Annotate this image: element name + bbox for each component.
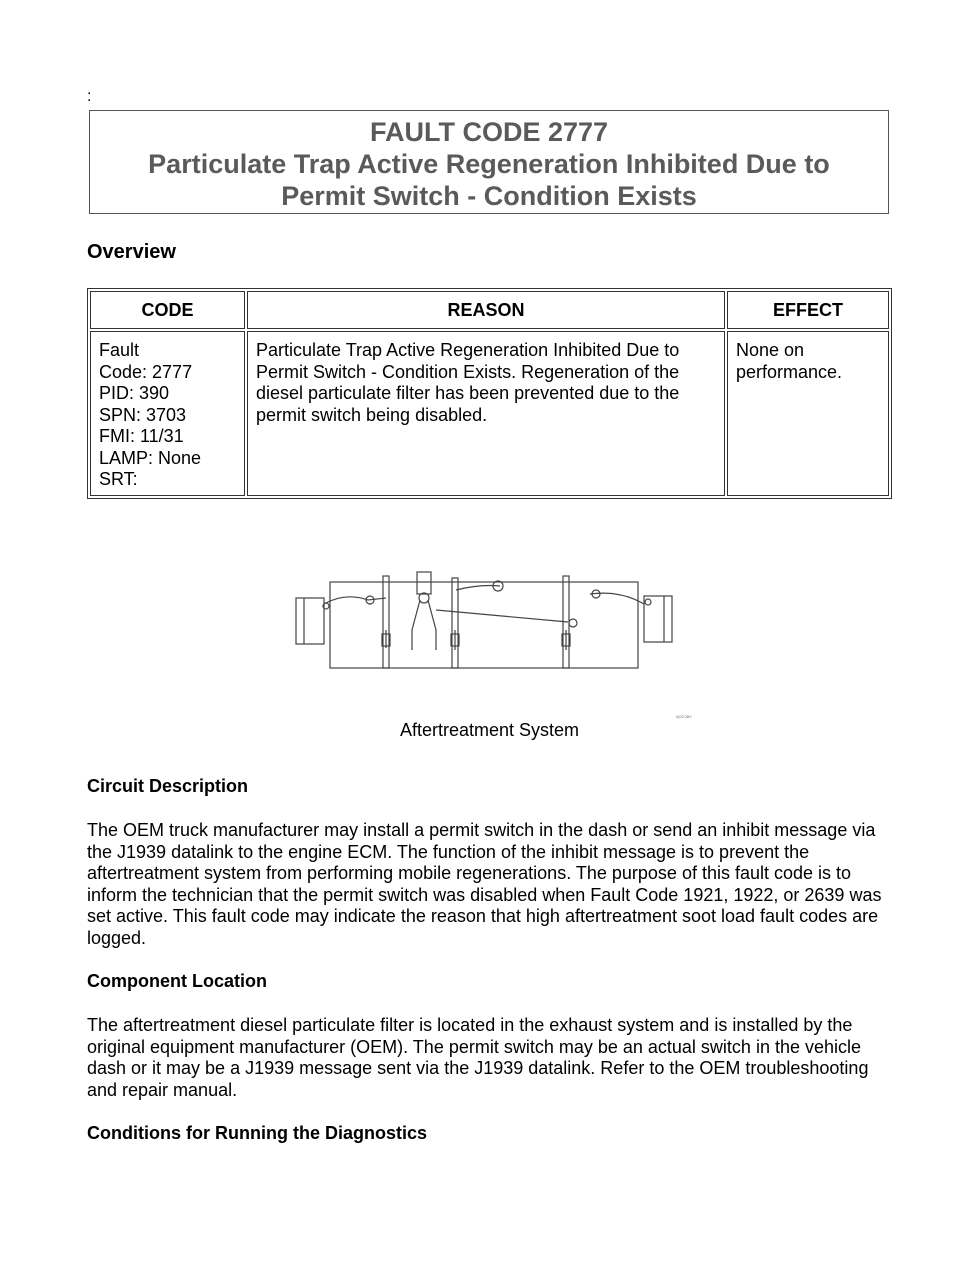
fault-overview-table	[87, 288, 892, 499]
effect-cell: None on performance.	[727, 331, 889, 496]
overview-heading: Overview	[87, 241, 176, 263]
code-line: PID: 390	[99, 383, 170, 403]
header-reason: REASON	[247, 291, 725, 329]
code-line: Fault	[99, 340, 140, 360]
conditions-heading: Conditions for Running the Diagnostics	[87, 1123, 427, 1143]
table-header-row	[90, 291, 889, 329]
component-location-text: The aftertreatment diesel particulate filter is located in the exhaust system and is installed by the original equipment manufacturer (OEM). The permit switch may be an actual switch in the vehicle dash or it may be a J1939 message sent via the J1939 datalink. Refer to the OEM troubleshooting and repair manual.	[87, 1015, 869, 1100]
code-line: Code: 2777	[99, 361, 193, 382]
code-line: FMI: 11/31	[99, 426, 184, 446]
code-line: SRT:	[99, 469, 138, 489]
circuit-description-text: The OEM truck manufacturer may install a permit switch in the dash or send an inhibit message via the J1939 datalink to the engine ECM. The function of the inhibit message is to prevent the aftertreatment system from performing mobile regenerations. The purpose of this fault code is to inform the technician that the permit switch was disabled when Fault Code 1921, 1922, or 2639 was set active. This fault code may indicate the reason that high aftertreatment soot load fault codes are logged.	[87, 820, 882, 948]
code-line: SPN: 3703	[99, 404, 187, 425]
component-location-heading: Component Location	[87, 971, 267, 991]
header-effect: EFFECT	[727, 291, 889, 329]
aftertreatment-diagram	[290, 570, 710, 720]
code-line: LAMP: None	[99, 447, 202, 468]
page-marker: :	[87, 88, 92, 105]
figure-caption: Aftertreatment System	[399, 720, 580, 740]
figure-reference-tag: t§0C0B0	[676, 714, 692, 719]
code-cell	[90, 331, 245, 496]
fault-code-title: FAULT CODE 2777	[369, 117, 609, 147]
fault-description-line1: Particulate Trap Active Regeneration Inhibited Due to	[148, 149, 830, 179]
outlet-cap	[644, 596, 672, 642]
inlet-cap	[296, 598, 324, 644]
circuit-description-heading: Circuit Description	[87, 776, 249, 796]
reason-cell: Particulate Trap Active Regeneration Inhibited Due to Permit Switch - Condition Exists. Regeneration of the diesel particulate filter has been prevented due to the permit switch being disabled.	[247, 331, 725, 496]
header-code: CODE	[90, 291, 245, 329]
table-row	[90, 331, 889, 496]
fault-title-box	[89, 110, 889, 214]
fault-description-line2: Permit Switch - Condition Exists	[281, 181, 697, 211]
